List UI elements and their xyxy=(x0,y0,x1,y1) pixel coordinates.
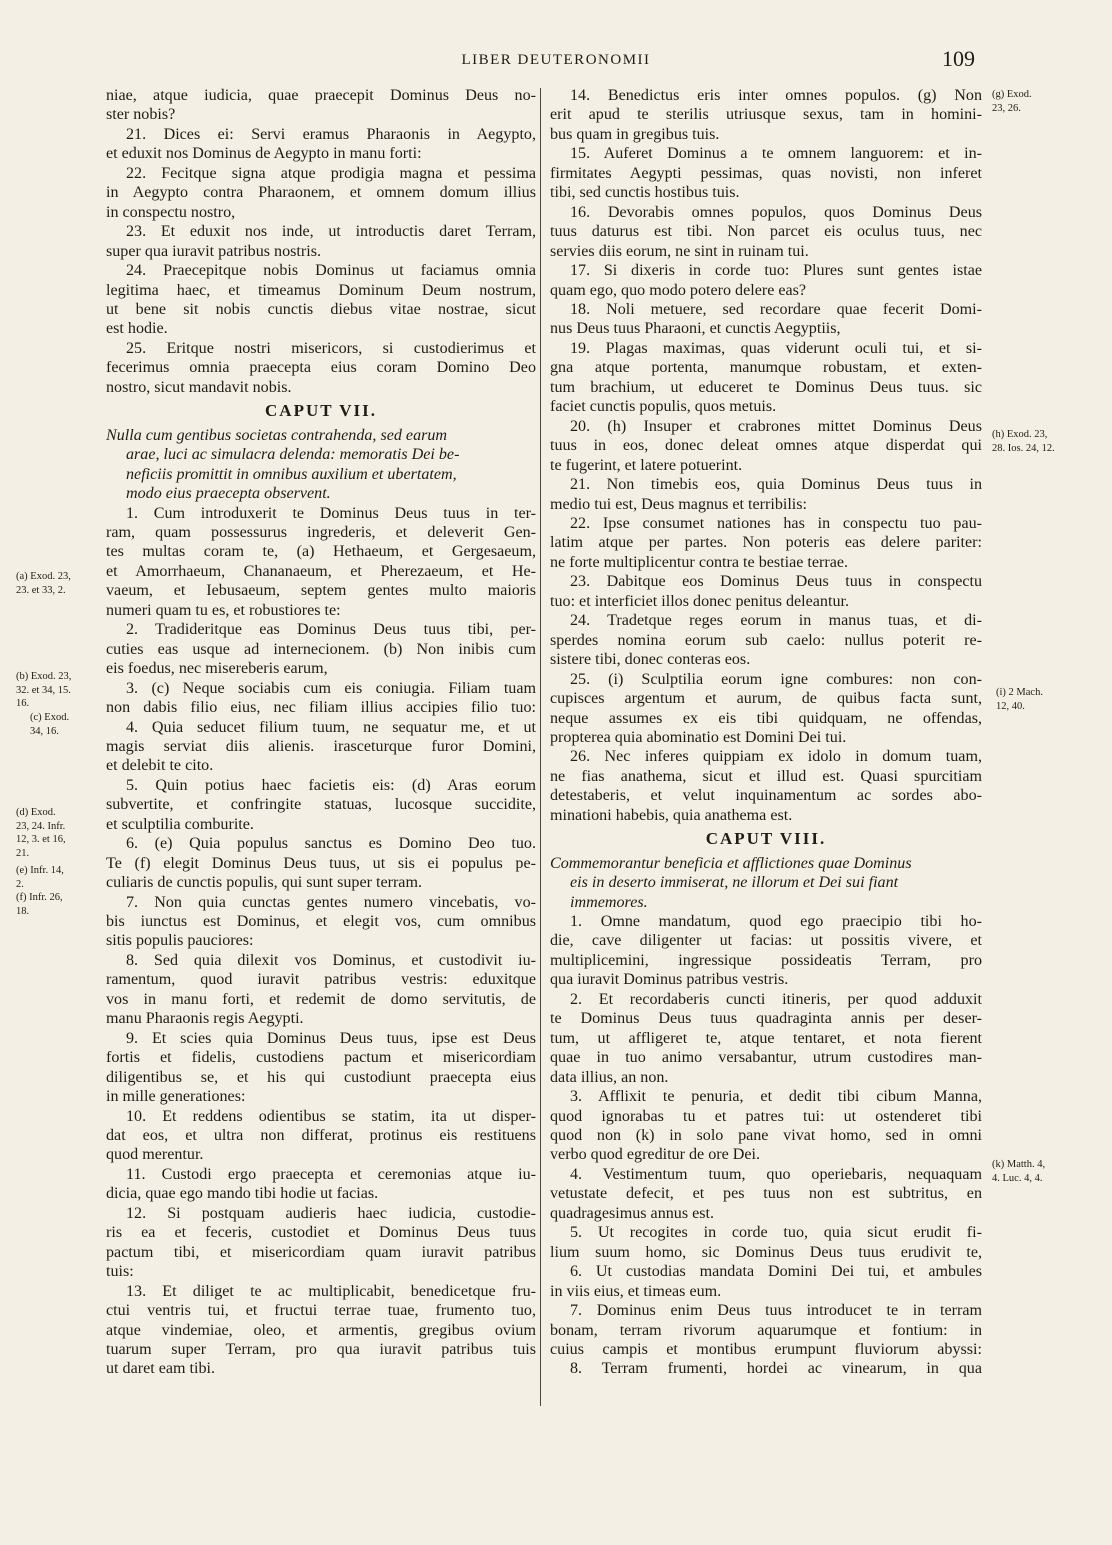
text-line: fortis et fidelis, custodiens pactum et misericordiam xyxy=(106,1049,536,1067)
text-line: 23. Dabitque eos Dominus Deus tuus in conspectu xyxy=(570,573,982,591)
text-line: te Dominus Deus tuus quadraginta annis per deser- xyxy=(550,1010,982,1028)
text-line: est hodie. xyxy=(106,320,168,338)
text-line: 21. Dices ei: Servi eramus Pharaonis in Aegypto, xyxy=(126,125,536,143)
text-line: diligentibus se, et his qui custodiunt praecepta eius xyxy=(106,1068,536,1086)
text-line: 14. Benedictus eris inter omnes populos. (g) Non xyxy=(570,87,982,104)
text-line: tum brachium, ut educeret te Dominus Deus tuus. sic xyxy=(550,378,982,396)
text-line: 16. Devorabis omnes populos, quos Dominus Deus xyxy=(570,203,982,221)
text-line: tuis: xyxy=(106,1263,134,1281)
text-line: gna atque portenta, manumque robustam, et exten- xyxy=(550,359,982,377)
text-line: 12. Si postquam audieris haec iudicia, custodie- xyxy=(126,1204,536,1222)
text-line: ram, quam possessurus ingrederis, et deleverit Gen- xyxy=(106,523,536,541)
text-line: 5. Quin potius haec facietis eis: (d) Aras eorum xyxy=(126,776,536,794)
text-line: sperdes nomina eorum sub caelo: nullus poterit re- xyxy=(550,631,982,649)
text-line: 25. Eritque nostri misericors, si custodierimus et xyxy=(126,339,536,357)
text-line: bus quam in gregibus tuis. xyxy=(550,125,720,143)
left-column xyxy=(106,86,536,1379)
chapter-summary-line: arae, luci ac simulacra delenda: memoratis Dei be- xyxy=(126,446,460,464)
text-line: ne forte multiplicentur contra te bestiae terrae. xyxy=(550,553,849,571)
text-line: dat eos, et ultra non differat, protinus eis restituens xyxy=(106,1127,536,1145)
text-line: 2. Tradideritque eas Dominus Deus tuus tibi, per- xyxy=(126,621,536,639)
text-line: 20. (h) Insuper et crabrones mittet Dominus Deus xyxy=(570,417,982,435)
text-line: 3. (c) Neque sociabis cum eis coniugia. Filiam tuam xyxy=(126,679,536,697)
margin-note-d: (d) Exod. 23, 24. Infr. 12, 3. et 16, 21. xyxy=(16,807,66,859)
text-line: multiplicemini, ingressique possideatis Terram, pro xyxy=(550,951,982,969)
text-line: 8. Sed quia dilexit vos Dominus, et custodivit iu- xyxy=(126,951,536,969)
text-line: firmitates Aegypti pessimas, quas novisti, non inferet xyxy=(550,164,982,182)
text-line: super qua iuravit patribus nostris. xyxy=(106,242,321,260)
text-line: 6. (e) Quia populus sanctus es Domino Deo tuo. xyxy=(126,835,536,853)
text-line: tuo: et interficiet illos donec penitus deleantur. xyxy=(550,592,849,610)
text-line: et sculptilia comburite. xyxy=(106,815,254,833)
column-divider xyxy=(540,88,541,1406)
text-line: tum, ut affligeret te, atque tentaret, et nota fierent xyxy=(550,1029,982,1047)
text-line: lium suum homo, sic Dominus Deus tuus erudivit te, xyxy=(550,1243,982,1261)
text-line: 18. Noli metuere, sed recordare quae fecerit Domi- xyxy=(570,300,982,318)
text-line: in Aegypto contra Pharaonem, et omnem domum illius xyxy=(106,184,536,202)
text-line: tuus in eos, donec deleat omnes atque disperdat qui xyxy=(550,437,982,455)
text-line: ctui ventris tui, et fructui terrae tuae, frumento tuo, xyxy=(106,1302,536,1320)
right-column xyxy=(550,86,982,1379)
margin-note-g: (g) Exod. 23, 26. xyxy=(992,89,1032,114)
text-line: et eduxit nos Dominus de Aegypto in manu forti: xyxy=(106,145,422,163)
text-line: ris ea et feceris, custodiet et Dominus Deus tuus xyxy=(106,1224,536,1242)
page-number: 109 xyxy=(942,46,975,71)
text-line: cuties eas usque ad internecionem. (b) Non inibis cum xyxy=(106,640,536,658)
text-line: 9. Et scies quia Dominus Deus tuus, ipse est Deus xyxy=(126,1029,536,1047)
margin-note-a: (a) Exod. 23, 23. et 33, 2. xyxy=(16,571,71,596)
text-line: data illius, an non. xyxy=(550,1068,669,1086)
text-line: manu Pharaonis regis Aegypti. xyxy=(106,1010,304,1028)
text-line: 3. Afflixit te penuria, et dedit tibi cibum Manna, xyxy=(570,1088,982,1106)
text-line: eis foedus, nec misereberis earum, xyxy=(106,660,328,678)
margin-note-f: (f) Infr. 26, 18. xyxy=(16,892,63,917)
text-line: quae in tuo animo versabantur, utrum custodires man- xyxy=(550,1049,982,1067)
text-line: tes multas coram te, (a) Hethaeum, et Gergesaeum, xyxy=(106,543,536,561)
text-line: sistere tibi, donec conteras eos. xyxy=(550,651,751,669)
text-line: vetustate defecit, et pes tuus non est subtritus, en xyxy=(550,1185,982,1203)
text-line: dicia, quae ego mando tibi hodie ut facias. xyxy=(106,1185,379,1203)
chapter-summary-line: neficiis promittit in omnibus auxilium et ubertatem, xyxy=(126,465,457,483)
text-line: 22. Fecitque signa atque prodigia magna et pessima xyxy=(126,164,536,182)
text-line: cuius campis et montibus erumpunt fluviorum abyssi: xyxy=(550,1341,982,1358)
text-line: tuarum super Terram, pro qua iuravit patribus tuis xyxy=(106,1341,536,1358)
chapter-summary-line: modo eius praecepta observent. xyxy=(126,485,331,503)
text-line: propterea quia abominatio est Domini Dei tui. xyxy=(550,728,847,746)
text-line: quadragesimus annus est. xyxy=(550,1204,715,1222)
chapter-summary-line: immemores. xyxy=(570,893,648,911)
margin-note-c: (c) Exod. 34, 16. xyxy=(30,712,70,737)
text-line: 24. Praecepitque nobis Dominus ut faciamus omnia xyxy=(126,262,536,280)
text-line: Te (f) elegit Dominus Deus tuus, ut sis ei populus pe- xyxy=(106,854,536,872)
text-line: 22. Ipse consumet nationes has in conspectu tuo pau- xyxy=(570,514,982,532)
text-line: detestaberis, et velut inquinamentum ac sordes abo- xyxy=(550,787,982,805)
text-line: 2. Et recordaberis cuncti itineris, per quod adduxit xyxy=(570,990,982,1008)
text-line: quod ignorabas tu et patres tui: ut ostenderet tibi xyxy=(550,1107,982,1125)
text-line: non dabis filio eius, nec filiam illius accipies filio tuo: xyxy=(106,699,536,717)
margin-note-k: (k) Matth. 4, 4. Luc. 4, 4. xyxy=(992,1159,1046,1184)
text-line: 7. Non quia cunctas gentes numero vincebatis, vo- xyxy=(126,893,536,911)
text-line: 15. Auferet Dominus a te omnem languorem: et in- xyxy=(570,145,982,163)
text-line: in conspectu nostro, xyxy=(106,203,236,221)
text-line: legitima haec, et timeamus Dominum Deum nostrum, xyxy=(106,281,536,299)
text-line: servies diis eorum, ne sint in ruinam tui. xyxy=(550,242,809,260)
text-line: tibi, sed cunctis hostibus tuis. xyxy=(550,184,740,202)
text-line: et delebit te cito. xyxy=(106,757,214,775)
chapter-summary-line: eis in deserto immiserat, ne illorum et Dei sui fiant xyxy=(570,874,899,892)
text-line: verbo quod egreditur de ore Dei. xyxy=(550,1146,761,1164)
text-line: 24. Tradetque reges eorum in manus tuas, et di- xyxy=(570,612,982,630)
text-line: vos in manu forti, et redemit de domo servitutis, de xyxy=(106,990,536,1008)
text-line: neque assumes ex eis tibi quidquam, ne offendas, xyxy=(550,709,982,727)
text-line: medio tui est, Deus magnus et terribilis: xyxy=(550,495,808,513)
text-line: 1. Omne mandatum, quod ego praecipio tibi ho- xyxy=(570,913,982,931)
text-line: minationi habebis, quia anathema est. xyxy=(550,806,793,824)
margin-note-h: (h) Exod. 23, 28. Ios. 24, 12. xyxy=(992,429,1055,454)
text-line: faciet cunctis populis, quos metuis. xyxy=(550,398,777,416)
text-line: ut daret eam tibi. xyxy=(106,1360,216,1378)
text-line: 26. Nec inferes quippiam ex idolo in domum tuam, xyxy=(570,748,982,766)
text-line: 11. Custodi ergo praecepta et ceremonias atque iu- xyxy=(126,1165,536,1183)
text-line: ut bene sit nobis cunctis diebus vitae nostrae, sicut xyxy=(106,300,536,318)
text-line: ster nobis? xyxy=(106,106,176,124)
margin-note-b: (b) Exod. 23, 32. et 34, 15. 16. xyxy=(16,671,72,709)
text-line: 23. Et eduxit nos inde, ut introductis daret Terram, xyxy=(126,223,536,241)
text-line: bis iunctus est Dominus, et elegit vos, cum omnibus xyxy=(106,913,536,931)
text-line: 4. Quia seducet filium tuum, ne sequatur me, et ut xyxy=(126,718,536,736)
text-line: 4. Vestimentum tuum, quo operiebaris, nequaquam xyxy=(570,1165,982,1183)
text-line: nostro, sicut mandavit nobis. xyxy=(106,378,292,396)
text-line: bonam, terram rivorum aquarumque et fontium: in xyxy=(550,1321,982,1339)
text-line: 5. Ut recogites in corde tuo, quia sicut erudit fi- xyxy=(570,1224,982,1242)
text-line: quod non (k) in solo pane vivat homo, sed in omni xyxy=(550,1127,982,1145)
chapter-summary-line: Nulla cum gentibus societas contrahenda, sed earum xyxy=(106,426,448,444)
text-line: in viis eius, et timeas eum. xyxy=(550,1282,722,1300)
text-line: culiaris de cunctis populis, qui sunt super terram. xyxy=(106,874,422,892)
text-line: 21. Non timebis eos, quia Dominus Deus tuus in xyxy=(570,476,982,494)
text-line: 10. Et reddens odientibus se statim, ita ut disper- xyxy=(126,1107,536,1125)
text-line: 7. Dominus enim Deus tuus introducet te in terram xyxy=(570,1302,982,1320)
running-header: LIBER DEUTERONOMII xyxy=(461,52,651,68)
text-line: sitis populis pauciores: xyxy=(106,932,254,950)
chapter-heading: CAPUT VIII. xyxy=(705,829,827,849)
text-line: 19. Plagas maximas, quas viderunt oculi tui, et si- xyxy=(570,339,982,357)
text-line: ramentum, quod iuravit patribus vestris: eduxitque xyxy=(106,971,536,989)
text-line: ne fias anathema, sicut et illud est. Quasi spurcitiam xyxy=(550,767,982,785)
chapter-heading: CAPUT VII. xyxy=(265,401,377,421)
text-line: atque vindemiae, oleo, et armentis, gregibus ovium xyxy=(106,1321,536,1339)
text-line: quam ego, quo modo potero delere eas? xyxy=(550,281,807,299)
text-line: 8. Terram frumenti, hordei ac vinearum, in qua xyxy=(570,1360,982,1378)
text-line: in mille generationes: xyxy=(106,1088,246,1106)
text-line: numeri quam tu es, et robustiores te: xyxy=(106,601,341,619)
text-line: subvertite, et confringite statuas, lucosque succidite, xyxy=(106,796,536,814)
text-line: cupisces argentum et aurum, de quibus facta sunt, xyxy=(550,690,982,708)
text-line: pactum tibi, et misericordiam quam iuravit patribus xyxy=(106,1243,536,1261)
text-line: nus Deus tuus Pharaoni, et cunctis Aegyptiis, xyxy=(550,320,841,338)
text-line: 25. (i) Sculptilia eorum igne combures: non con- xyxy=(570,670,982,688)
text-line: erit apud te sterilis utriusque sexus, tam in homini- xyxy=(550,106,982,124)
text-line: fecerimus omnia praecepta eius coram Domino Deo xyxy=(106,359,536,377)
text-line: te fugerint, et latere potuerint. xyxy=(550,456,743,474)
text-line: tuus daturus est tibi. Non parcet eis oculus tuus, nec xyxy=(550,223,982,241)
text-line: die, cave diligenter ut facias: ut possitis vivere, et xyxy=(550,932,982,950)
text-line: magis serviat diis alienis. irasceturque furor Domini, xyxy=(106,737,536,755)
margin-note-e: (e) Infr. 14, 2. xyxy=(16,865,64,890)
text-line: et Amorrhaeum, Chananaeum, et Pherezaeum, et He- xyxy=(106,562,536,580)
text-line: 13. Et diliget te ac multiplicabit, benedicetque fru- xyxy=(126,1282,536,1300)
text-line: 17. Si dixeris in corde tuo: Plures sunt gentes istae xyxy=(570,262,982,280)
text-line: 1. Cum introduxerit te Dominus Deus tuus in ter- xyxy=(126,504,536,522)
chapter-summary-line: Commemorantur beneficia et afflictiones quae Dominus xyxy=(550,854,912,872)
margin-note-i: (i) 2 Mach. 12, 40. xyxy=(996,687,1043,712)
text-line: vaeum, et Iebusaeum, septem gentes multo maioris xyxy=(106,582,536,600)
text-line: niae, atque iudicia, quae praecepit Dominus Deus no- xyxy=(106,87,536,104)
text-line: quod merentur. xyxy=(106,1146,204,1164)
text-line: 6. Ut custodias mandata Domini Dei tui, et ambules xyxy=(570,1263,982,1281)
text-line: latim atque per partes. Non poteris eas delere pariter: xyxy=(550,534,982,552)
text-line: qua iuravit Dominus patribus vestris. xyxy=(550,971,789,989)
